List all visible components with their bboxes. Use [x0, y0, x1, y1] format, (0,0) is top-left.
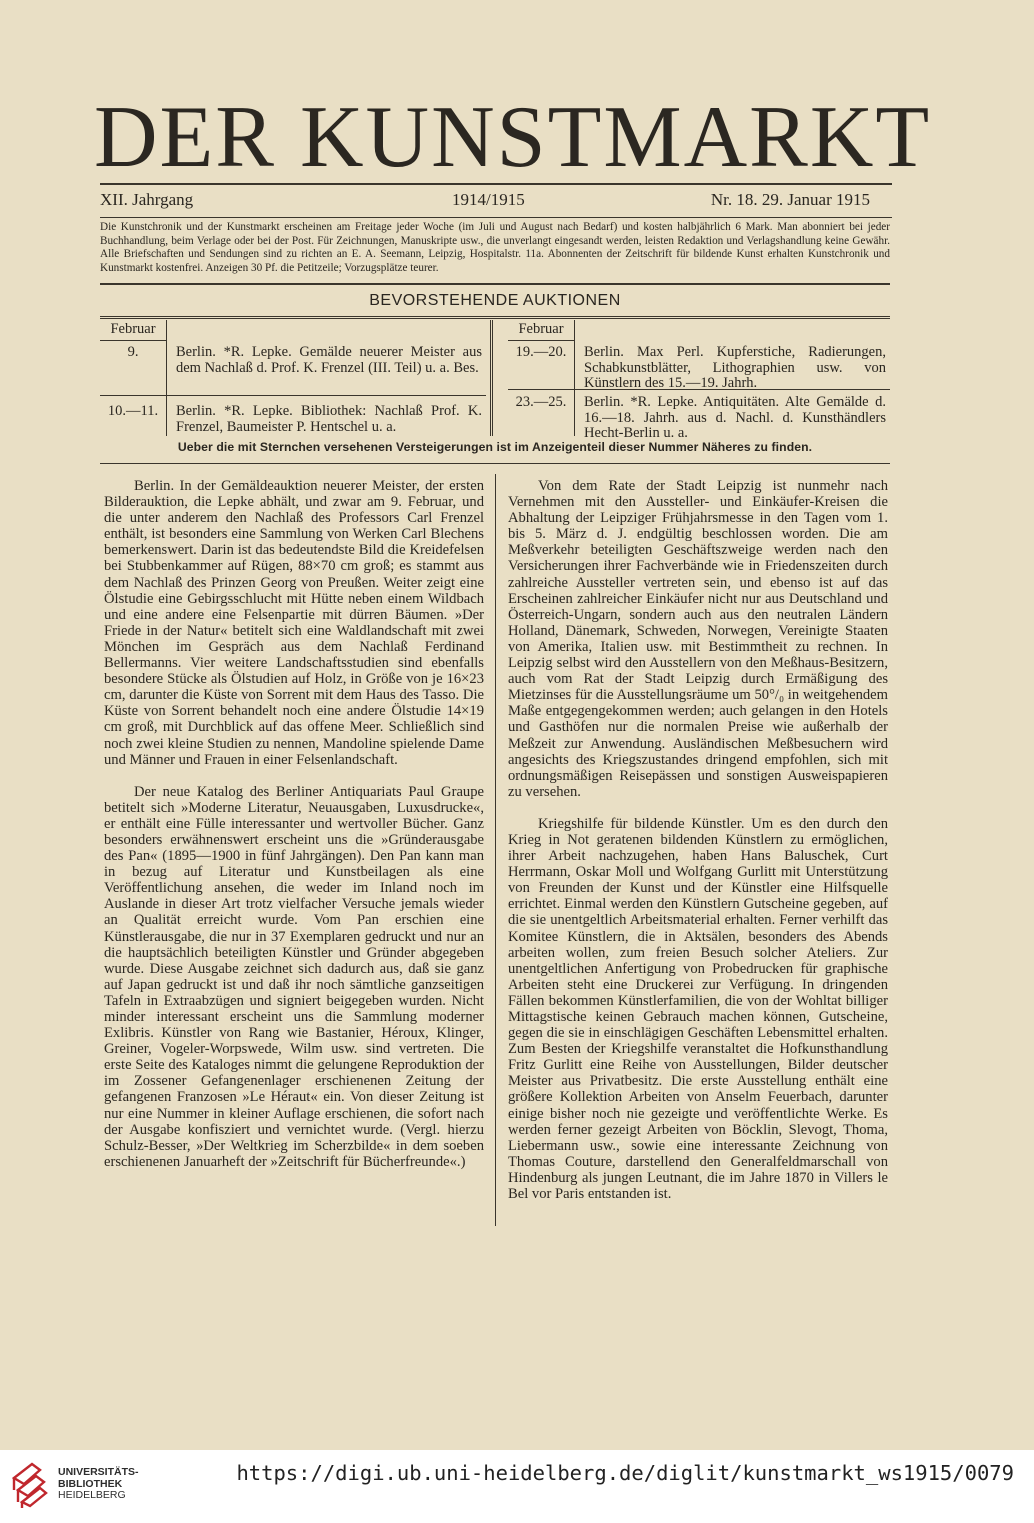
auctions-right-column — [508, 320, 890, 441]
subscription-notice: Die Kunstchronik und der Kunstmarkt erscheinen am Freitage jeder Woche (im Juli und August nach Bedarf) und kosten halbjährlich 6 Mark. Man abonniert bei jeder Buchhandlung, beim Verlage oder bei der Post. Für Zeichnungen, Manuskripte usw., die unverlangt eingesandt werden, leisten Redaktion und Verlagshandlung keine Gewähr. Alle Briefschaften und Sendungen sind zu richten an E. A. Seemann, Leipzig, Hospitalstr. 11a. Abonnenten der Zeitschrift für bildende Kunst erhalten Kunstchronik und Kunstmarkt kostenfrei. Anzeigen 30 Pf. die Petitzeile; Vorzugsplätze teurer. — [100, 221, 890, 285]
auction-date: 23.—25. — [515, 394, 567, 410]
issue-number: Nr. 18. 29. Januar 1915 — [710, 190, 870, 209]
auctions-left-column — [100, 320, 486, 436]
library-name[interactable] — [58, 1467, 139, 1502]
month-header: Februar — [100, 322, 166, 341]
ub-heidelberg-logo-icon[interactable] — [10, 1460, 50, 1510]
auctions-heading: BEVORSTEHENDE AUKTIONEN — [369, 292, 621, 309]
auctions-footnote: Ueber die mit Sternchen versehenen Versteigerungen ist im Anzeigenteil dieser Nummer Näheres zu finden. — [177, 440, 813, 454]
row-separator — [100, 395, 486, 396]
month-header: Februar — [508, 322, 574, 341]
auctions-middle-rule — [490, 320, 493, 436]
auctions-bottom-rule — [100, 463, 890, 464]
auction-text: Berlin. *R. Lepke. Bibliothek: Nachlaß Prof. K. Frenzel, Baumeister P. Hentschel u. a. — [176, 403, 482, 435]
column-rule — [166, 320, 167, 436]
article-paragraph: Der neue Katalog des Berliner Antiquariats Paul Graupe betitelt sich »Moderne Literatur, Neuausgaben, Luxusdrucke«, er enthält eine Fülle interessanter und wertvoller Bücher. Ganz besonders erwähnenswert erscheint uns die »Gründerausgabe des Pan« (1895—1900 in fünf Jahrgängen). Den Pan kann man in bezug auf Literatur und Kunstbeilagen als eine Veröffentlichung ansehen, die weder im Inland noch im Auslande in dieser Art trotz vielfacher Versuche jemals wieder an Qualität erreicht wurde. Vom Pan erschien eine Künstlerausgabe, die nur in 37 Exemplaren gedruckt und nur an die hauptsächlich beteiligten Künstler und Gründer abgegeben wurde. Diese Ausgabe zeichnet sich dadurch aus, daß sie ganz auf Japan gedruckt ist und daß ihr noch sämtliche ganzseitigen Tafeln in Extraabzügen und signiert beigegeben wurden. Nicht minder interessant erscheint uns die Sammlung moderner Exlibris. Künstler von Rang wie Bastanier, Héroux, Klinger, Greiner, Vogeler-Worpswede, Wilm usw. sind vertreten. Die erste Seite des Kataloges nimmt die gelungene Reproduktion der im Zossener Gefangenenlager erschienenen Zeitung der gefangenen Franzosen »Le Héraut« ein. Von dieser Zeitung ist nur eine Nummer in kleiner Auflage erschienen, die sofort nach der Ausgabe konfisziert und vernichtet wurde. (Vergl. hierzu Schulz-Besser, »Der Weltkrieg im Scherzbilde« in dem soeben erschienenen Januarheft der »Zeitschrift für Bücherfreunde«.) — [104, 783, 484, 1170]
auctions-top-rule — [100, 316, 890, 319]
permalink-url[interactable]: https://digi.ub.uni-heidelberg.de/diglit/kunstmarkt_ws1915/0079 — [236, 1461, 1014, 1485]
library-footer — [0, 1450, 1034, 1523]
text-column-left — [104, 478, 484, 1170]
volume-label: XII. Jahrgang — [100, 190, 194, 209]
text-column-right — [508, 478, 888, 1202]
article-paragraph: Kriegshilfe für bildende Künstler. Um es den durch den Krieg in Not geratenen bildenden Künstlern zu ermöglichen, ihrer Arbeit nachzugehen, haben Hans Baluschek, Curt Herrmann, Oskar Moll und Wolfgang Gurlitt mit Unterstützung von Freunden der Kunst und der Künstler eine Hilfsquelle errichtet. Einmal werden den Künstlern Gutscheine gegeben, auf die sie unentgeltlich Arbeitsmaterial erhalten. Ferner verhilft das Komitee Künstlern, die in Aktsälen, besonders des Abends arbeiten wollen, zum freien Besuch solcher Ateliers. Zur unentgeltlichen Anfertigung von Probedrucken für graphische Arbeiten steht eine Druckerei zur Verfügung. In dringenden Fällen bekommen Künstlerfamilien, die von der Wohltat billiger Mittagstische keinen Gebrauch machen können, Gutscheine, gegen die sie in einschlägigen Geschäften Lebensmittel erhalten. Zum Besten der Kriegshilfe veranstaltet die Hofkunsthandlung Fritz Gurlitt eine Reihe von Ausstellungen, Bilder deutscher Meister aus Privatbesitz. Die erste Ausstellung enthält eine größere Kollektion Arbeiten von Anselm Feuerbach, darunter einige bisher noch nie gezeigte und veröffentlichte Werke. Es werden ferner gezeigt Arbeiten von Böcklin, Slevogt, Thoma, Liebermann usw., sowie eine interessante Zeichnung von Thomas Couture, darstellend den Generalfeldmarschall von Hindenburg als jungen Leutnant, die im Jahre 1870 in Villers le Bel vor Paris entstanden ist. — [508, 815, 888, 1203]
auction-date: 19.—20. — [515, 344, 567, 360]
auction-text: Berlin. *R. Lepke. Antiquitäten. Alte Gemälde d. 16.—18. Jahrh. aus d. Nachl. d. Kunsthändlers Hecht-Berlin u. a. — [584, 394, 886, 441]
masthead-title: DER KUNSTMARKT — [94, 89, 932, 186]
issue-line — [100, 183, 892, 218]
auction-text: Berlin. Max Perl. Kupferstiche, Radierungen, Schabkunstblätter, Lithographien usw. von Künstlern des 15.—19. Jahrh. — [584, 344, 886, 391]
row-separator — [508, 389, 890, 390]
auction-date: 10.—11. — [107, 403, 159, 419]
article-paragraph: Berlin. In der Gemäldeauktion neuerer Meister, der ersten Bilderauktion, die Lepke abhält, und zwar am 9. Februar, und die unter anderem den Nachlaß des Professors Carl Frenzel enthält, ist besonders eine Sammlung von Werken Carl Blechens bemerkenswert. Darin ist das bedeutendste Bild die Kreidefelsen bei Stubbenkammer auf Rügen, 88×70 cm groß; es stammt aus dem Nachlaß des Prinzen Georg von Preußen. Weiter zeigt eine Ölstudie eine Gebirgsschlucht mit Hütte neben einem Wildbach und eine andere eine Felsenpartie mit dürren Bäumen. »Der Friede in der Natur« betitelt sich eine Waldlandschaft mit zwei Mönchen im Gespräch aus dem Nachlaß Ferdinand Bellermanns. Vier weitere Landschaftsstudien sind ebenfalls besondere Stücke als Ölstudien auf Holz, in Größe von je 16×23 cm, darunter die Küste von Sorrent mit dem Haus des Tasso. Die Küste von Sorrent behandelt noch eine andere Ölstudie 14×19 cm groß, mit Durchblick auf das offene Meer. Schließlich sind noch zwei kleine Studien zu nennen, Mandoline spielende Dame und Männer und Frauen in einer Felsenlandschaft. — [104, 478, 484, 768]
library-name-line: UNIVERSITÄTS- — [58, 1466, 139, 1478]
article-paragraph: Von dem Rate der Stadt Leipzig ist nunmehr nach Vernehmen mit den Aussteller- und Einkäufer-Kreisen die Abhaltung der Leipziger Frühjahrsmesse in den Tagen vom 1. bis 5. März d. J. endgültig beschlossen worden. Die am Meßverkehr beteiligten Geschäftszweige werden nach den Versicherungen ihrer Fachverbände wie in Friedenszeiten durch zahlreiche Aussteller vertreten sein, und ebenso ist auf das Erscheinen zahlreicher Einkäufer nicht nur aus Deutschland und Österreich-Ungarn, sondern auch aus den neutralen Ländern Holland, Dänemark, Schweden, Norwegen, Vereinigte Staaten von Amerika, Italien usw. mit Bestimmtheit zu rechnen. In Leipzig selbst wird den Ausstellern von den Meßhaus-Besitzern, auch vom Rat der Stadt Leipzig durch Ermäßigung des Mietzinses für die Ausstellungsräume um 50°/₀ in weitgehendem Maße entgegengekommen werden; auch gelangen in den Hotels und Gasthöfen nur die normalen Preise wie außerhalb der Meßzeit zur Anwendung. Ausländischen Meßbesuchern wird angesichts des Kriegszustandes dringend empfohlen, sich mit ordnungsmäßigen Reisepässen und sonstigen Ausweispapieren zu versehen. — [508, 478, 888, 800]
column-divider — [495, 474, 496, 1226]
auction-date: 9. — [127, 344, 139, 360]
column-rule — [574, 320, 575, 436]
library-name-line: HEIDELBERG — [58, 1489, 126, 1501]
library-name-line: BIBLIOTHEK — [58, 1477, 123, 1490]
auction-text: Berlin. *R. Lepke. Gemälde neuerer Meister aus dem Nachlaß d. Prof. K. Frenzel (III. Teil) u. a. Bes. — [176, 344, 482, 376]
years-label: 1914/1915 — [452, 190, 525, 209]
